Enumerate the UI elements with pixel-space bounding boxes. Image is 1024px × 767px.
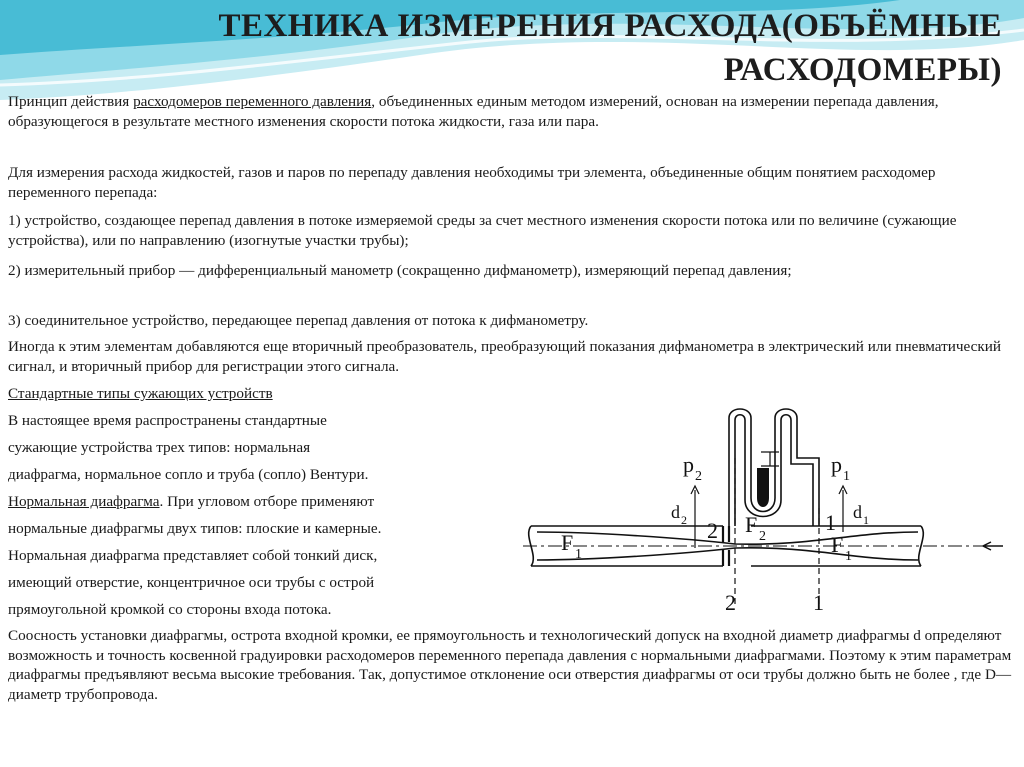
manometer-tube-outer bbox=[729, 409, 819, 526]
manometer-fluid bbox=[757, 468, 769, 507]
title-line-1: ТЕХНИКА ИЗМЕРЕНИЯ РАСХОДА(ОБЪЁМНЫЕ bbox=[218, 8, 1002, 44]
label-p1: p bbox=[831, 452, 842, 477]
label-F2-sub: 2 bbox=[759, 529, 766, 544]
label-F1-left-sub: 1 bbox=[575, 547, 582, 562]
side-line-6: Нормальная диафрагма представляет собой тонкий диск, bbox=[8, 547, 378, 564]
title-line-2: РАСХОДОМЕРЫ) bbox=[723, 52, 1002, 88]
subtitle-standard-types[interactable]: Стандартные типы сужающих устройств bbox=[8, 385, 273, 402]
manometer-tube-inner bbox=[735, 415, 813, 526]
paragraph-secondary: Иногда к этим элементам добавляются еще вторичный преобразователь, преобразующий показания дифманометра в электрический или пневматический сигнал, и вторичный прибор для регистрации этого сигнала. bbox=[8, 338, 1001, 375]
side-line-4-rest: . При угловом отборе применяют bbox=[159, 493, 375, 510]
paragraph-item-1: 1) устройство, создающее перепад давления в потоке измеряемой среды за счет местного изменения скорости потока или по величине (сужающие устройства), или по направлению (изогнутые участки трубы); bbox=[8, 212, 957, 249]
intro-paragraph bbox=[8, 92, 1012, 131]
paragraph-three-elements: Для измерения расхода жидкостей, газов и паров по перепаду давления необходимы три элемента, объединенные общим понятием расходомер переменного перепада: bbox=[8, 164, 936, 201]
side-line-8: прямоугольной кромкой со стороны входа потока. bbox=[8, 601, 332, 618]
side-line-1: В настоящее время распространены стандартные bbox=[8, 412, 327, 429]
paragraph-alignment-requirements: Соосность установки диафрагмы, острота входной кромки, ее прямоугольность и технологический допуск на входной диаметр диафрагмы d определяют возможность и точность косвенной градуировки расходомеров переменного перепада давления с нормальными диафрагмами. Поэтому к этим параметрам диафрагмы предъявляют весьма высокие требования. Так, допустимое отклонение оси отверстия диафрагмы от оси трубы должно быть не более , где D—диаметр трубопровода. bbox=[8, 627, 1012, 703]
page-title bbox=[120, 4, 1002, 92]
label-d1-sub: 1 bbox=[863, 513, 869, 527]
label-p2: p bbox=[683, 452, 694, 477]
d2-dimension bbox=[691, 486, 699, 548]
level-difference-mark bbox=[761, 452, 779, 466]
label-section-1: 1 bbox=[825, 510, 836, 535]
side-line-3: диафрагма, нормальное сопло и труба (сопло) Вентури. bbox=[8, 466, 369, 483]
label-d2-sub: 2 bbox=[681, 513, 687, 527]
label-p2-sub: 2 bbox=[695, 469, 702, 484]
label-section-2: 2 bbox=[707, 518, 718, 543]
flow-arrow bbox=[983, 542, 1003, 550]
paragraph-item-2: 2) измерительный прибор — дифференциальный манометр (сокращенно дифманометр), измеряющий перепад давления; bbox=[8, 262, 792, 279]
intro-pre: Принцип действия bbox=[8, 93, 134, 110]
label-F2: F bbox=[745, 512, 758, 537]
label-F1-right: F bbox=[831, 532, 844, 557]
normal-diaphragm-link[interactable]: Нормальная диафрагма bbox=[8, 493, 160, 510]
side-line-5: нормальные диафрагмы двух типов: плоские и камерные. bbox=[8, 520, 382, 537]
paragraph-item-3: 3) соединительное устройство, передающее перепад давления от потока к дифманометру. bbox=[8, 312, 589, 329]
label-p1-sub: 1 bbox=[843, 469, 850, 484]
label-bottom-2: 2 bbox=[725, 590, 736, 615]
label-F1-right-sub: 1 bbox=[845, 549, 852, 564]
d1-dimension bbox=[839, 486, 847, 532]
label-F1-left: F bbox=[561, 530, 574, 555]
label-bottom-1: 1 bbox=[813, 590, 824, 615]
label-d1: d bbox=[853, 502, 862, 522]
orifice-flowmeter-diagram bbox=[513, 398, 1013, 618]
flow-contour-bottom bbox=[537, 548, 918, 560]
flow-contour-top bbox=[537, 532, 918, 544]
label-d2: d bbox=[671, 502, 680, 522]
pipe-right-break bbox=[919, 526, 924, 566]
side-line-4 bbox=[8, 492, 508, 512]
side-line-7: имеющий отверстие, концентричное оси трубы с острой bbox=[8, 574, 375, 591]
intro-post: , объединенных единым методом измерений, основан на измерении перепада давления, образующегося в результате местного изменения скорости потока жидкости, газа или пара. bbox=[8, 93, 939, 130]
side-line-2: сужающие устройства трех типов: нормальная bbox=[8, 439, 311, 456]
intro-link[interactable]: расходомеров переменного давления bbox=[133, 93, 372, 110]
